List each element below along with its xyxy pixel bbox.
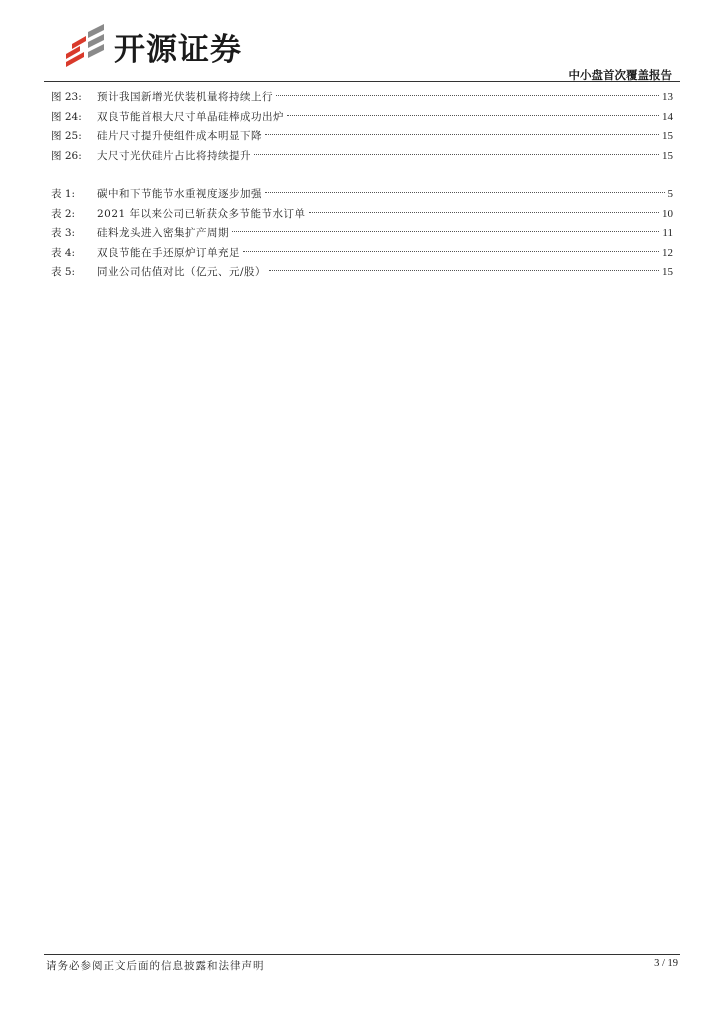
toc-number: 图 26: xyxy=(51,149,82,162)
toc-title: 2021 年以来公司已斩获众多节能节水订单 xyxy=(97,207,306,220)
toc-number: 表 3: xyxy=(51,227,76,239)
toc-number: 图 24: xyxy=(51,110,82,123)
toc-title: 硅片尺寸提升使组件成本明显下降 xyxy=(97,130,262,142)
toc-number: 表 2: xyxy=(51,207,76,220)
toc-leader-dots xyxy=(309,212,659,213)
toc-leader-dots xyxy=(232,231,659,232)
toc-page-number: 10 xyxy=(662,207,673,220)
header-divider xyxy=(44,81,680,82)
toc-page-number: 5 xyxy=(667,188,673,200)
toc-number: 图 25: xyxy=(51,130,82,142)
toc-number: 图 23: xyxy=(51,91,82,103)
report-type-label: 中小盘首次覆盖报告 xyxy=(568,68,672,82)
toc-row-figure-26[interactable] xyxy=(51,147,673,167)
toc-title: 同业公司估值对比（亿元、元/股） xyxy=(97,266,267,278)
toc-page-number: 11 xyxy=(662,227,673,239)
toc-page-number: 15 xyxy=(662,149,673,162)
page-indicator: 3 / 19 xyxy=(654,958,678,969)
brand-name: 开源证券 xyxy=(114,31,242,68)
footer-divider xyxy=(44,954,680,955)
toc-row-table-3[interactable] xyxy=(51,224,673,244)
toc-title: 碳中和下节能节水重视度逐步加强 xyxy=(97,188,262,200)
figure-list xyxy=(51,88,673,166)
toc-number: 表 4: xyxy=(51,246,76,259)
toc-title: 双良节能首根大尺寸单晶硅棒成功出炉 xyxy=(97,110,284,123)
brand-logo xyxy=(60,24,242,68)
toc-row-table-1[interactable] xyxy=(51,185,673,205)
toc-row-figure-23[interactable] xyxy=(51,88,673,108)
kaiyuan-securities-logo-icon xyxy=(60,24,110,68)
toc-title: 预计我国新增光伏装机量将持续上行 xyxy=(97,91,273,103)
toc-page-number: 12 xyxy=(662,246,673,259)
toc-page-number: 13 xyxy=(662,91,673,103)
toc-row-table-2[interactable] xyxy=(51,205,673,225)
toc-leader-dots xyxy=(265,192,665,193)
toc-row-figure-24[interactable] xyxy=(51,108,673,128)
toc-page-number: 15 xyxy=(662,266,673,278)
toc-row-figure-25[interactable] xyxy=(51,127,673,147)
toc-leader-dots xyxy=(254,154,659,155)
toc-number: 表 5: xyxy=(51,266,76,278)
table-list xyxy=(51,185,673,283)
toc-number: 表 1: xyxy=(51,188,76,200)
footer-disclaimer: 请务必参阅正文后面的信息披露和法律声明 xyxy=(46,960,265,972)
toc-leader-dots xyxy=(287,115,659,116)
toc-leader-dots xyxy=(265,134,659,135)
toc-page-number: 15 xyxy=(662,130,673,142)
toc-row-table-5[interactable] xyxy=(51,263,673,283)
toc-leader-dots xyxy=(269,270,659,271)
toc-leader-dots xyxy=(276,95,659,96)
toc-title: 双良节能在手还原炉订单充足 xyxy=(97,246,240,259)
toc-title: 硅料龙头进入密集扩产周期 xyxy=(97,227,229,239)
toc-title: 大尺寸光伏硅片占比将持续提升 xyxy=(97,149,251,162)
toc-row-table-4[interactable] xyxy=(51,244,673,264)
toc-leader-dots xyxy=(243,251,659,252)
toc-page-number: 14 xyxy=(662,110,673,123)
